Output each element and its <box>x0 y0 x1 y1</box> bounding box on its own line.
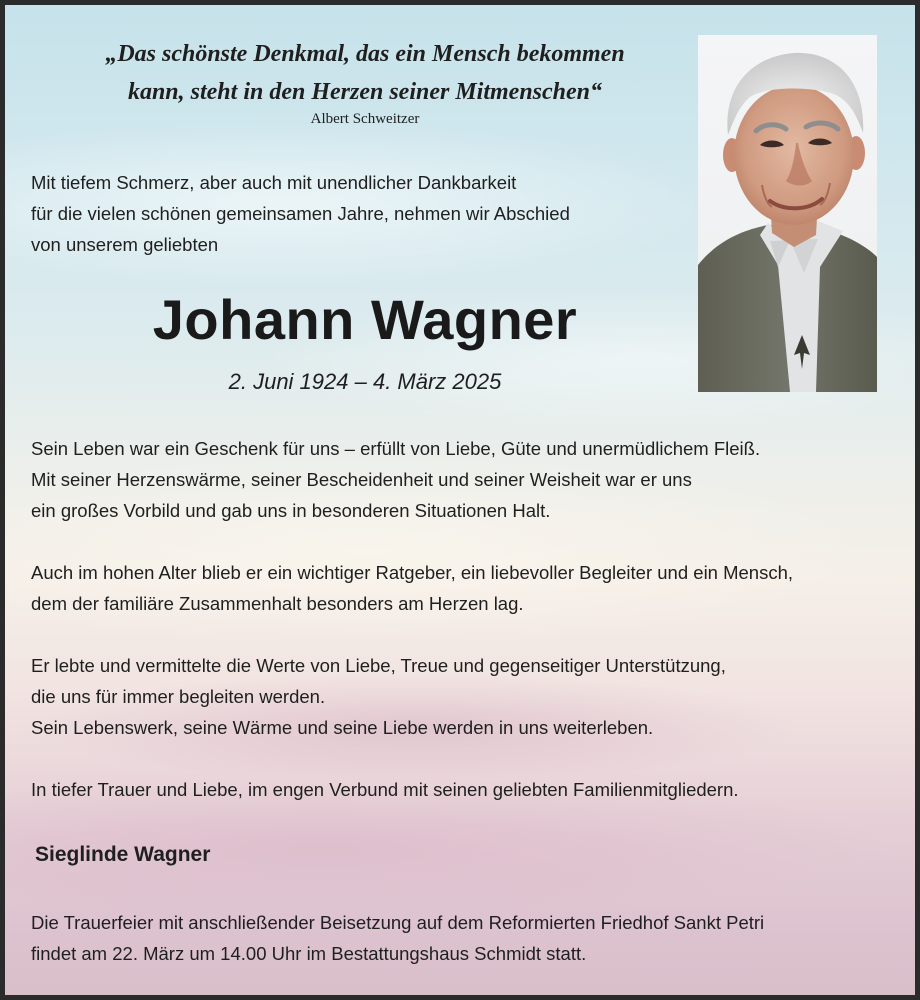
paragraph-line: In tiefer Trauer und Liebe, im engen Verbund mit seinen geliebten Familienmitgliedern. <box>31 779 739 800</box>
quote-line: „Das schönste Denkmal, das ein Mensch bekommen <box>105 41 625 67</box>
funeral-line: Die Trauerfeier mit anschließender Beisetzung auf dem Reformierten Friedhof Sankt Petri <box>31 912 765 933</box>
signer-name: Sieglinde Wagner <box>35 843 211 866</box>
paragraph-line: ein großes Vorbild und gab uns in besonderen Situationen Halt. <box>31 500 551 521</box>
intro-line: für die vielen schönen gemeinsamen Jahre, nehmen wir Abschied <box>31 203 570 224</box>
tribute-paragraph <box>31 557 901 619</box>
paragraph-line: die uns für immer begleiten werden. <box>31 686 326 707</box>
tribute-text <box>31 433 901 836</box>
quote-line: kann, steht in den Herzen seiner Mitmenschen“ <box>127 79 603 105</box>
quote-author: Albert Schweitzer <box>310 111 420 127</box>
funeral-info <box>31 907 901 969</box>
deceased-name: Johann Wagner <box>152 288 578 351</box>
portrait-illustration <box>698 35 877 392</box>
paragraph-line: dem der familiäre Zusammenhalt besonders am Herzen lag. <box>31 593 524 614</box>
intro-text <box>31 167 671 260</box>
tribute-paragraph <box>31 774 901 805</box>
tribute-paragraph <box>31 650 901 743</box>
paragraph-line: Sein Leben war ein Geschenk für uns – erfüllt von Liebe, Güte und unermüdlichem Fleiß. <box>31 438 761 459</box>
intro-line: von unserem geliebten <box>31 234 219 255</box>
paragraph-line: Er lebte und vermittelte die Werte von Liebe, Treue und gegenseitiger Unterstützung, <box>31 655 726 676</box>
paragraph-line: Auch im hohen Alter blieb er ein wichtiger Ratgeber, ein liebevoller Begleiter und ein Mensch, <box>31 562 794 583</box>
tribute-paragraph <box>31 433 901 526</box>
intro-line: Mit tiefem Schmerz, aber auch mit unendlicher Dankbarkeit <box>31 172 517 193</box>
paragraph-line: Mit seiner Herzenswärme, seiner Bescheidenheit und seiner Weisheit war er uns <box>31 469 692 490</box>
portrait-photo <box>698 35 877 392</box>
paragraph-line: Sein Lebenswerk, seine Wärme und seine Liebe werden in uns weiterleben. <box>31 717 654 738</box>
life-dates: 2. Juni 1924 – 4. März 2025 <box>228 369 502 394</box>
funeral-line: findet am 22. März um 14.00 Uhr im Bestattungshaus Schmidt statt. <box>31 943 587 964</box>
memorial-quote <box>35 35 695 111</box>
